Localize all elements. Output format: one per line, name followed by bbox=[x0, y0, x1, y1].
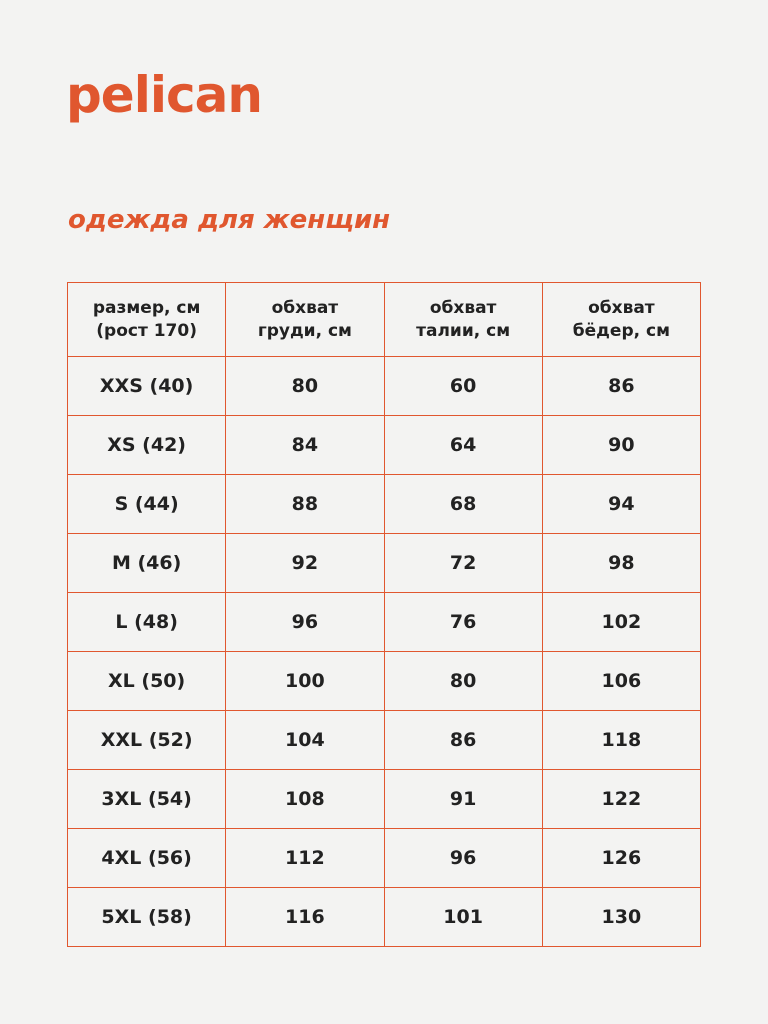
cell-waist: 96 bbox=[384, 829, 542, 888]
cell-waist: 86 bbox=[384, 711, 542, 770]
cell-chest: 92 bbox=[226, 534, 384, 593]
cell-waist: 68 bbox=[384, 475, 542, 534]
table-row bbox=[68, 888, 701, 947]
cell-size: XS (42) bbox=[68, 416, 226, 475]
header-waist-line2: талии, см bbox=[416, 320, 511, 341]
cell-hips: 118 bbox=[542, 711, 700, 770]
cell-chest: 80 bbox=[226, 357, 384, 416]
cell-waist: 91 bbox=[384, 770, 542, 829]
cell-size: 4XL (56) bbox=[68, 829, 226, 888]
table-row bbox=[68, 593, 701, 652]
header-size-line1: размер, см bbox=[92, 297, 201, 318]
cell-waist: 64 bbox=[384, 416, 542, 475]
cell-size: S (44) bbox=[68, 475, 226, 534]
header-hips-line2: бёдер, см bbox=[572, 320, 670, 341]
table-header-row bbox=[68, 283, 701, 357]
cell-hips: 122 bbox=[542, 770, 700, 829]
header-chest-line2: груди, см bbox=[257, 320, 352, 341]
cell-waist: 72 bbox=[384, 534, 542, 593]
cell-chest: 112 bbox=[226, 829, 384, 888]
cell-size: XXL (52) bbox=[68, 711, 226, 770]
header-size-line2: (рост 170) bbox=[96, 320, 197, 341]
cell-chest: 100 bbox=[226, 652, 384, 711]
cell-hips: 130 bbox=[542, 888, 700, 947]
cell-waist: 60 bbox=[384, 357, 542, 416]
section-title: одежда для женщин bbox=[68, 205, 391, 235]
cell-chest: 96 bbox=[226, 593, 384, 652]
header-size bbox=[68, 283, 226, 357]
cell-chest: 108 bbox=[226, 770, 384, 829]
cell-size: 5XL (58) bbox=[68, 888, 226, 947]
cell-size: XL (50) bbox=[68, 652, 226, 711]
header-chest-line1: обхват bbox=[271, 297, 339, 318]
cell-chest: 104 bbox=[226, 711, 384, 770]
table-row bbox=[68, 711, 701, 770]
table-row bbox=[68, 534, 701, 593]
header-hips bbox=[542, 283, 700, 357]
cell-hips: 86 bbox=[542, 357, 700, 416]
cell-waist: 101 bbox=[384, 888, 542, 947]
table-row bbox=[68, 652, 701, 711]
size-chart-table bbox=[67, 282, 701, 947]
cell-waist: 80 bbox=[384, 652, 542, 711]
cell-hips: 90 bbox=[542, 416, 700, 475]
cell-hips: 106 bbox=[542, 652, 700, 711]
cell-waist: 76 bbox=[384, 593, 542, 652]
table-row bbox=[68, 416, 701, 475]
cell-size: M (46) bbox=[68, 534, 226, 593]
table-row bbox=[68, 475, 701, 534]
cell-chest: 88 bbox=[226, 475, 384, 534]
cell-chest: 84 bbox=[226, 416, 384, 475]
header-chest bbox=[226, 283, 384, 357]
cell-hips: 126 bbox=[542, 829, 700, 888]
cell-size: 3XL (54) bbox=[68, 770, 226, 829]
table-row bbox=[68, 357, 701, 416]
cell-hips: 102 bbox=[542, 593, 700, 652]
cell-size: L (48) bbox=[68, 593, 226, 652]
header-hips-line1: обхват bbox=[588, 297, 655, 318]
cell-hips: 98 bbox=[542, 534, 700, 593]
cell-chest: 116 bbox=[226, 888, 384, 947]
header-waist-line1: обхват bbox=[429, 297, 497, 318]
brand-logo: pelican bbox=[66, 66, 262, 124]
header-waist bbox=[384, 283, 542, 357]
table-row bbox=[68, 770, 701, 829]
table-row bbox=[68, 829, 701, 888]
cell-hips: 94 bbox=[542, 475, 700, 534]
cell-size: XXS (40) bbox=[68, 357, 226, 416]
